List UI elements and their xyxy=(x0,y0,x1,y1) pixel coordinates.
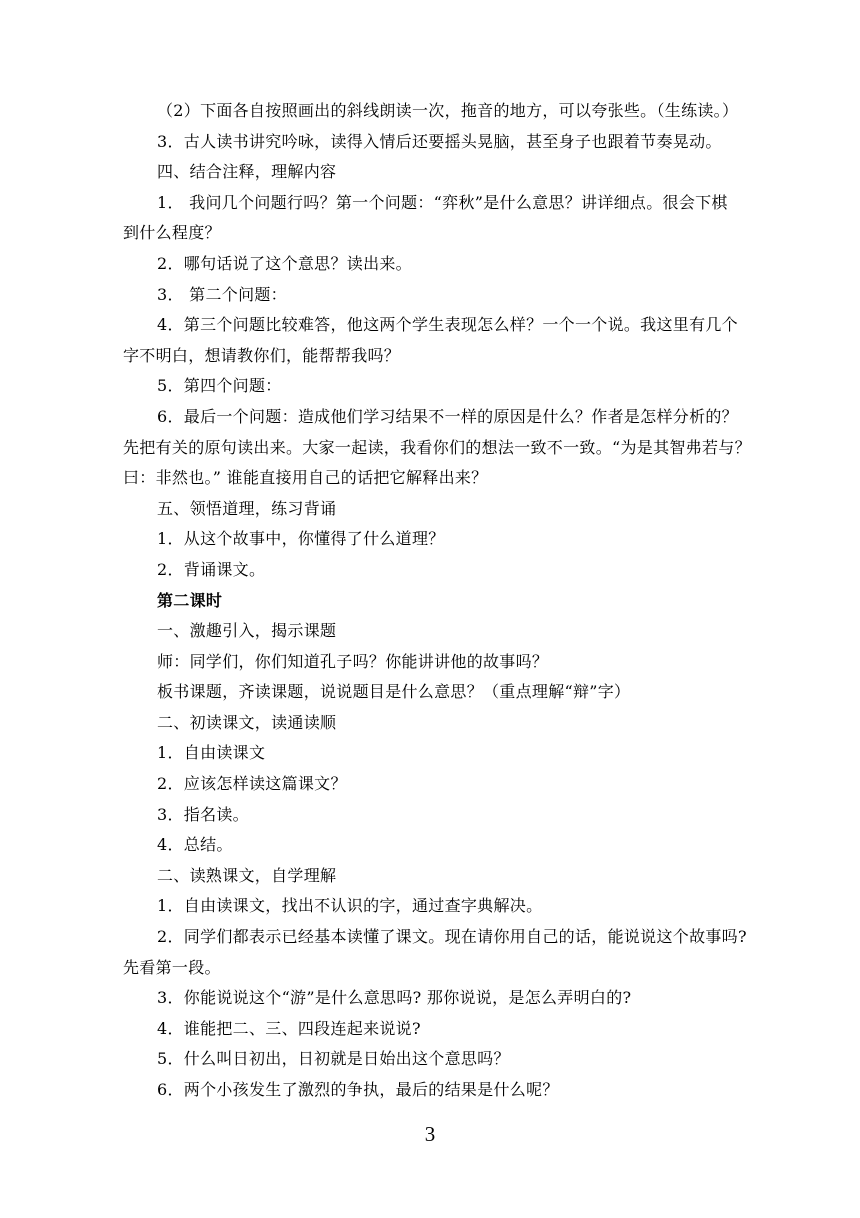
text-line: 2．应该怎样读这篇课文？ xyxy=(157,774,347,794)
text-line: 2．背诵课文。 xyxy=(157,559,266,579)
text-line: 1．自由读课文，找出不认识的字，通过查字典解决。 xyxy=(157,896,543,916)
text-line: 1．自由读课文 xyxy=(157,743,266,763)
text-line: 师：同学们，你们知道孔子吗？你能讲讲他的故事吗？ xyxy=(157,651,549,671)
text-line: 6．最后一个问题：造成他们学习结果不一样的原因是什么？作者是怎样分析的？ xyxy=(157,406,738,426)
document-body xyxy=(123,96,779,1106)
text-line: 5．什么叫日初出，日初就是日始出这个意思吗？ xyxy=(157,1049,510,1069)
text-line: 一、激趣引入，揭示课题 xyxy=(157,621,337,641)
text-line: 五、领悟道理，练习背诵 xyxy=(157,498,337,518)
text-line: 字不明白，想请教你们，能帮帮我吗？ xyxy=(123,345,401,365)
text-line: 曰：非然也。” 谁能直接用自己的话把它解释出来？ xyxy=(123,468,488,488)
text-line: 3．指名读。 xyxy=(157,804,249,824)
text-line: 1．从这个故事中，你懂得了什么道理？ xyxy=(157,529,445,549)
text-line: 板书课题，齐读课题，说说题目是什么意思？（重点理解“辩”字） xyxy=(157,682,631,702)
text-line: 先看第一段。 xyxy=(123,957,221,977)
text-line: 3． 第二个问题： xyxy=(157,284,287,304)
text-line: 4．谁能把二、三、四段连起来说说? xyxy=(157,1018,421,1038)
text-line: 四、结合注释，理解内容 xyxy=(157,162,337,182)
text-line: 先把有关的原句读出来。大家一起读，我看你们的想法一致不一致。“为是其智弗若与？ xyxy=(123,437,751,457)
text-line: 5．第四个问题： xyxy=(157,376,282,396)
text-line: 2．哪句话说了这个意思？读出来。 xyxy=(157,253,412,273)
text-line: 4．总结。 xyxy=(157,835,233,855)
text-line: 到什么程度？ xyxy=(123,223,221,243)
page-number: 3 xyxy=(424,1122,436,1146)
text-line: 6．两个小孩发生了激烈的争执，最后的结果是什么呢？ xyxy=(157,1080,559,1099)
text-line: 4．第三个问题比较难答，他这两个学生表现怎么样？一个一个说。我这里有几个 xyxy=(157,315,738,335)
section-heading: 第二课时 xyxy=(157,590,223,610)
text-line: （2）下面各自按照画出的斜线朗读一次，拖音的地方，可以夸张些。（生练读。） xyxy=(157,101,739,120)
text-line: 二、读熟课文，自学理解 xyxy=(157,865,337,885)
text-line: 3．你能说说这个“游”是什么意思吗? 那你说说，是怎么弄明白的? xyxy=(157,988,632,1008)
text-line: 3．古人读书讲究吟咏，读得入情后还要摇头晃脑，甚至身子也跟着节奏晃动。 xyxy=(157,131,722,151)
text-line: 二、初读课文，读通读顺 xyxy=(157,712,337,732)
text-line: 1． 我问几个问题行吗？第一个问题：“弈秋”是什么意思？讲详细点。很会下棋 xyxy=(157,192,728,212)
text-line: 2．同学们都表示已经基本读懂了课文。现在请你用自己的话，能说说这个故事吗? xyxy=(157,927,747,947)
